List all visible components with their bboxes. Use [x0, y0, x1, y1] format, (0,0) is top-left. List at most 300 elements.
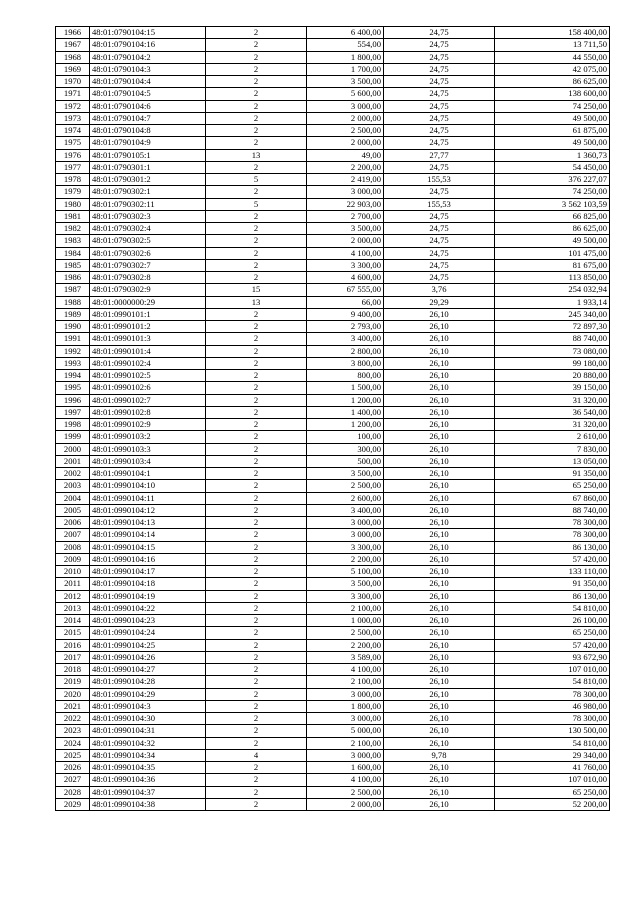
area-cell: 800,00 — [307, 370, 384, 382]
table-row — [56, 566, 610, 578]
row-number: 1996 — [56, 394, 90, 406]
cadastral-value-cell: 65 250,00 — [495, 627, 610, 639]
row-number: 2006 — [56, 517, 90, 529]
cadastral-number-cell: 48:01:0790104:6 — [90, 100, 206, 112]
area-cell: 2 200,00 — [307, 639, 384, 651]
area-cell: 2 100,00 — [307, 737, 384, 749]
cadastral-number-cell: 48:01:0990104:31 — [90, 725, 206, 737]
table-row — [56, 651, 610, 663]
cadastral-value-cell: 93 672,90 — [495, 651, 610, 663]
table-row — [56, 149, 610, 161]
cadastral-number-cell: 48:01:0790105:1 — [90, 149, 206, 161]
table-row — [56, 480, 610, 492]
cadastral-number-cell: 48:01:0990104:24 — [90, 627, 206, 639]
area-cell: 500,00 — [307, 455, 384, 467]
category-code-cell: 2 — [206, 259, 307, 271]
table-row — [56, 186, 610, 198]
area-cell: 3 500,00 — [307, 468, 384, 480]
category-code-cell: 2 — [206, 431, 307, 443]
row-number: 1975 — [56, 137, 90, 149]
table-row — [56, 370, 610, 382]
rate-cell: 24,75 — [384, 137, 495, 149]
table-row — [56, 492, 610, 504]
cadastral-number-cell: 48:01:0990104:37 — [90, 786, 206, 798]
category-code-cell: 2 — [206, 504, 307, 516]
rate-cell: 26,10 — [384, 725, 495, 737]
cadastral-value-cell: 65 250,00 — [495, 480, 610, 492]
table-row — [56, 39, 610, 51]
category-code-cell: 2 — [206, 321, 307, 333]
cadastral-number-cell: 48:01:0790104:7 — [90, 112, 206, 124]
table-row — [56, 798, 610, 810]
rate-cell: 26,10 — [384, 786, 495, 798]
rate-cell: 26,10 — [384, 639, 495, 651]
row-number: 2028 — [56, 786, 90, 798]
table-row — [56, 749, 610, 761]
area-cell: 1 700,00 — [307, 63, 384, 75]
table-row — [56, 664, 610, 676]
rate-cell: 26,10 — [384, 504, 495, 516]
category-code-cell: 2 — [206, 137, 307, 149]
row-number: 1990 — [56, 321, 90, 333]
cadastral-value-cell: 133 110,00 — [495, 566, 610, 578]
table-row — [56, 382, 610, 394]
cadastral-value-cell: 13 050,00 — [495, 455, 610, 467]
rate-cell: 26,10 — [384, 455, 495, 467]
table-row — [56, 602, 610, 614]
cadastral-number-cell: 48:01:0790104:9 — [90, 137, 206, 149]
cadastral-value-cell: 86 130,00 — [495, 541, 610, 553]
rate-cell: 24,75 — [384, 210, 495, 222]
cadastral-value-cell: 20 880,00 — [495, 370, 610, 382]
table-row — [56, 76, 610, 88]
table-row — [56, 284, 610, 296]
cadastral-number-cell: 48:01:0990104:27 — [90, 664, 206, 676]
table-row — [56, 259, 610, 271]
cadastral-number-cell: 48:01:0790302:1 — [90, 186, 206, 198]
row-number: 1985 — [56, 259, 90, 271]
area-cell: 3 500,00 — [307, 76, 384, 88]
category-code-cell: 2 — [206, 798, 307, 810]
row-number: 2018 — [56, 664, 90, 676]
area-cell: 2 800,00 — [307, 345, 384, 357]
area-cell: 3 500,00 — [307, 223, 384, 235]
table-row — [56, 774, 610, 786]
row-number: 1982 — [56, 223, 90, 235]
area-cell: 2 500,00 — [307, 125, 384, 137]
table-row — [56, 223, 610, 235]
cadastral-number-cell: 48:01:0990104:38 — [90, 798, 206, 810]
cadastral-number-cell: 48:01:0790302:3 — [90, 210, 206, 222]
rate-cell: 26,10 — [384, 713, 495, 725]
category-code-cell: 2 — [206, 553, 307, 565]
rate-cell: 26,10 — [384, 602, 495, 614]
rate-cell: 26,10 — [384, 333, 495, 345]
rate-cell: 24,75 — [384, 112, 495, 124]
cadastral-value-cell: 54 810,00 — [495, 737, 610, 749]
row-number: 1991 — [56, 333, 90, 345]
rate-cell: 24,75 — [384, 100, 495, 112]
rate-cell: 26,10 — [384, 419, 495, 431]
rate-cell: 26,10 — [384, 798, 495, 810]
cadastral-value-cell: 113 850,00 — [495, 272, 610, 284]
rate-cell: 26,10 — [384, 664, 495, 676]
cadastral-value-cell: 254 032,94 — [495, 284, 610, 296]
category-code-cell: 2 — [206, 602, 307, 614]
row-number: 1979 — [56, 186, 90, 198]
category-code-cell: 2 — [206, 762, 307, 774]
area-cell: 9 400,00 — [307, 308, 384, 320]
row-number: 2013 — [56, 602, 90, 614]
rate-cell: 26,10 — [384, 676, 495, 688]
category-code-cell: 2 — [206, 590, 307, 602]
row-number: 2019 — [56, 676, 90, 688]
rate-cell: 26,10 — [384, 737, 495, 749]
category-code-cell: 2 — [206, 223, 307, 235]
area-cell: 66,00 — [307, 296, 384, 308]
table-row — [56, 63, 610, 75]
table-row — [56, 137, 610, 149]
rate-cell: 155,53 — [384, 174, 495, 186]
cadastral-number-cell: 48:01:0990102:7 — [90, 394, 206, 406]
row-number: 1997 — [56, 406, 90, 418]
table-row — [56, 406, 610, 418]
area-cell: 100,00 — [307, 431, 384, 443]
table-row — [56, 296, 610, 308]
cadastral-value-cell: 107 010,00 — [495, 664, 610, 676]
cadastral-value-cell: 61 875,00 — [495, 125, 610, 137]
row-number: 2002 — [56, 468, 90, 480]
row-number: 2011 — [56, 578, 90, 590]
table-row — [56, 394, 610, 406]
cadastral-number-cell: 48:01:0990104:34 — [90, 749, 206, 761]
cadastral-value-cell: 245 340,00 — [495, 308, 610, 320]
cadastral-value-cell: 72 897,30 — [495, 321, 610, 333]
cadastral-number-cell: 48:01:0990104:1 — [90, 468, 206, 480]
category-code-cell: 2 — [206, 394, 307, 406]
cadastral-value-cell: 78 300,00 — [495, 529, 610, 541]
cadastral-number-cell: 48:01:0990101:1 — [90, 308, 206, 320]
area-cell: 2 200,00 — [307, 553, 384, 565]
category-code-cell: 5 — [206, 174, 307, 186]
cadastral-value-cell: 1 933,14 — [495, 296, 610, 308]
category-code-cell: 2 — [206, 63, 307, 75]
row-number: 2017 — [56, 651, 90, 663]
cadastral-number-cell: 48:01:0990104:35 — [90, 762, 206, 774]
table-row — [56, 161, 610, 173]
cadastral-number-cell: 48:01:0990104:15 — [90, 541, 206, 553]
category-code-cell: 2 — [206, 272, 307, 284]
cadastral-value-cell: 52 200,00 — [495, 798, 610, 810]
row-number: 2024 — [56, 737, 90, 749]
row-number: 2001 — [56, 455, 90, 467]
category-code-cell: 2 — [206, 186, 307, 198]
table-row — [56, 27, 610, 39]
table-row — [56, 737, 610, 749]
table-row — [56, 308, 610, 320]
table-row — [56, 210, 610, 222]
rate-cell: 29,29 — [384, 296, 495, 308]
row-number: 1995 — [56, 382, 90, 394]
cadastral-number-cell: 48:01:0790104:4 — [90, 76, 206, 88]
cadastral-value-cell: 57 420,00 — [495, 553, 610, 565]
category-code-cell: 2 — [206, 100, 307, 112]
cadastral-value-cell: 376 227,07 — [495, 174, 610, 186]
cadastral-number-cell: 48:01:0990104:3 — [90, 700, 206, 712]
row-number: 1994 — [56, 370, 90, 382]
rate-cell: 24,75 — [384, 259, 495, 271]
cadastral-number-cell: 48:01:0990104:18 — [90, 578, 206, 590]
area-cell: 3 000,00 — [307, 186, 384, 198]
cadastral-number-cell: 48:01:0990102:9 — [90, 419, 206, 431]
table-row — [56, 468, 610, 480]
cadastral-value-cell: 107 010,00 — [495, 774, 610, 786]
row-number: 1976 — [56, 149, 90, 161]
area-cell: 4 100,00 — [307, 774, 384, 786]
row-number: 1973 — [56, 112, 90, 124]
area-cell: 2 500,00 — [307, 627, 384, 639]
category-code-cell: 2 — [206, 308, 307, 320]
cadastral-value-cell: 66 825,00 — [495, 210, 610, 222]
row-number: 1983 — [56, 235, 90, 247]
cadastral-value-cell: 3 562 103,59 — [495, 198, 610, 210]
cadastral-number-cell: 48:01:0790301:1 — [90, 161, 206, 173]
rate-cell: 26,10 — [384, 357, 495, 369]
area-cell: 3 800,00 — [307, 357, 384, 369]
rate-cell: 26,10 — [384, 541, 495, 553]
category-code-cell: 2 — [206, 125, 307, 137]
table-row — [56, 529, 610, 541]
table-row — [56, 639, 610, 651]
cadastral-number-cell: 48:01:0990104:22 — [90, 602, 206, 614]
area-cell: 3 589,00 — [307, 651, 384, 663]
category-code-cell: 2 — [206, 247, 307, 259]
rate-cell: 26,10 — [384, 480, 495, 492]
category-code-cell: 2 — [206, 578, 307, 590]
cadastral-value-cell: 36 540,00 — [495, 406, 610, 418]
category-code-cell: 2 — [206, 382, 307, 394]
table-row — [56, 762, 610, 774]
area-cell: 1 200,00 — [307, 394, 384, 406]
table-row — [56, 431, 610, 443]
category-code-cell: 15 — [206, 284, 307, 296]
cadastral-value-cell: 78 300,00 — [495, 688, 610, 700]
cadastral-value-cell: 2 610,00 — [495, 431, 610, 443]
cadastral-value-cell: 73 080,00 — [495, 345, 610, 357]
cadastral-number-cell: 48:01:0790104:3 — [90, 63, 206, 75]
table-row — [56, 700, 610, 712]
area-cell: 2 793,00 — [307, 321, 384, 333]
cadastral-value-cell: 91 350,00 — [495, 578, 610, 590]
cadastral-value-cell: 99 180,00 — [495, 357, 610, 369]
row-number: 1969 — [56, 63, 90, 75]
cadastral-value-cell: 42 075,00 — [495, 63, 610, 75]
category-code-cell: 2 — [206, 210, 307, 222]
category-code-cell: 2 — [206, 676, 307, 688]
category-code-cell: 2 — [206, 76, 307, 88]
table-row — [56, 88, 610, 100]
category-code-cell: 2 — [206, 517, 307, 529]
area-cell: 3 300,00 — [307, 590, 384, 602]
rate-cell: 24,75 — [384, 39, 495, 51]
table-row — [56, 676, 610, 688]
row-number: 2009 — [56, 553, 90, 565]
area-cell: 3 300,00 — [307, 541, 384, 553]
rate-cell: 24,75 — [384, 51, 495, 63]
area-cell: 2 100,00 — [307, 676, 384, 688]
row-number: 2007 — [56, 529, 90, 541]
row-number: 1981 — [56, 210, 90, 222]
area-cell: 5 600,00 — [307, 88, 384, 100]
cadastral-value-cell: 130 500,00 — [495, 725, 610, 737]
area-cell: 3 000,00 — [307, 688, 384, 700]
rate-cell: 24,75 — [384, 272, 495, 284]
category-code-cell: 2 — [206, 480, 307, 492]
cadastral-value-cell: 78 300,00 — [495, 713, 610, 725]
area-cell: 2 200,00 — [307, 161, 384, 173]
area-cell: 2 600,00 — [307, 492, 384, 504]
table-row — [56, 235, 610, 247]
area-cell: 1 400,00 — [307, 406, 384, 418]
cadastral-number-cell: 48:01:0790301:2 — [90, 174, 206, 186]
cadastral-value-cell: 54 450,00 — [495, 161, 610, 173]
row-number: 2021 — [56, 700, 90, 712]
rate-cell: 26,10 — [384, 553, 495, 565]
area-cell: 1 000,00 — [307, 615, 384, 627]
row-number: 1978 — [56, 174, 90, 186]
rate-cell: 24,75 — [384, 76, 495, 88]
row-number: 1974 — [56, 125, 90, 137]
cadastral-value-cell: 101 475,00 — [495, 247, 610, 259]
cadastral-number-cell: 48:01:0990104:10 — [90, 480, 206, 492]
area-cell: 2 000,00 — [307, 235, 384, 247]
rate-cell: 3,76 — [384, 284, 495, 296]
category-code-cell: 2 — [206, 725, 307, 737]
row-number: 1972 — [56, 100, 90, 112]
table-row — [56, 198, 610, 210]
category-code-cell: 2 — [206, 357, 307, 369]
cadastral-number-cell: 48:01:0990102:4 — [90, 357, 206, 369]
category-code-cell: 2 — [206, 161, 307, 173]
row-number: 1988 — [56, 296, 90, 308]
rate-cell: 24,75 — [384, 27, 495, 39]
table-row — [56, 100, 610, 112]
table-row — [56, 688, 610, 700]
cadastral-value-cell: 67 860,00 — [495, 492, 610, 504]
area-cell: 3 000,00 — [307, 100, 384, 112]
cadastral-number-cell: 48:01:0790104:8 — [90, 125, 206, 137]
row-number: 1970 — [56, 76, 90, 88]
row-number: 1971 — [56, 88, 90, 100]
cadastral-number-cell: 48:01:0990104:23 — [90, 615, 206, 627]
category-code-cell: 2 — [206, 455, 307, 467]
category-code-cell: 2 — [206, 541, 307, 553]
row-number: 2008 — [56, 541, 90, 553]
category-code-cell: 2 — [206, 468, 307, 480]
cadastral-number-cell: 48:01:0790302:8 — [90, 272, 206, 284]
cadastral-value-cell: 41 760,00 — [495, 762, 610, 774]
cadastral-value-cell: 91 350,00 — [495, 468, 610, 480]
area-cell: 1 600,00 — [307, 762, 384, 774]
row-number: 1998 — [56, 419, 90, 431]
cadastral-value-cell: 39 150,00 — [495, 382, 610, 394]
cadastral-number-cell: 48:01:0990104:19 — [90, 590, 206, 602]
cadastral-number-cell: 48:01:0990104:13 — [90, 517, 206, 529]
row-number: 2029 — [56, 798, 90, 810]
cadastral-number-cell: 48:01:0990103:4 — [90, 455, 206, 467]
rate-cell: 26,10 — [384, 431, 495, 443]
table-row — [56, 174, 610, 186]
cadastral-number-cell: 48:01:0790104:2 — [90, 51, 206, 63]
category-code-cell: 13 — [206, 149, 307, 161]
row-number: 1999 — [56, 431, 90, 443]
cadastral-value-cell: 78 300,00 — [495, 517, 610, 529]
cadastral-value-cell: 138 600,00 — [495, 88, 610, 100]
rate-cell: 26,10 — [384, 492, 495, 504]
cadastral-value-cell: 86 625,00 — [495, 76, 610, 88]
rate-cell: 155,53 — [384, 198, 495, 210]
cadastral-value-cell: 31 320,00 — [495, 419, 610, 431]
cadastral-number-cell: 48:01:0990104:14 — [90, 529, 206, 541]
cadastral-number-cell: 48:01:0790104:15 — [90, 27, 206, 39]
cadastral-number-cell: 48:01:0990102:8 — [90, 406, 206, 418]
cadastral-number-cell: 48:01:0990104:17 — [90, 566, 206, 578]
area-cell: 3 000,00 — [307, 749, 384, 761]
row-number: 1966 — [56, 27, 90, 39]
row-number: 2027 — [56, 774, 90, 786]
category-code-cell: 2 — [206, 112, 307, 124]
rate-cell: 9,78 — [384, 749, 495, 761]
category-code-cell: 2 — [206, 615, 307, 627]
cadastral-number-cell: 48:01:0990102:5 — [90, 370, 206, 382]
category-code-cell: 2 — [206, 700, 307, 712]
cadastral-number-cell: 48:01:0990104:28 — [90, 676, 206, 688]
row-number: 2016 — [56, 639, 90, 651]
rate-cell: 24,75 — [384, 235, 495, 247]
table-row — [56, 333, 610, 345]
rate-cell: 26,10 — [384, 651, 495, 663]
category-code-cell: 2 — [206, 639, 307, 651]
cadastral-number-cell: 48:01:0990101:4 — [90, 345, 206, 357]
cadastral-number-cell: 48:01:0990103:2 — [90, 431, 206, 443]
cadastral-number-cell: 48:01:0990104:25 — [90, 639, 206, 651]
area-cell: 49,00 — [307, 149, 384, 161]
category-code-cell: 2 — [206, 345, 307, 357]
cadastral-value-cell: 74 250,00 — [495, 186, 610, 198]
table-row — [56, 713, 610, 725]
cadastral-number-cell: 48:01:0790302:5 — [90, 235, 206, 247]
cadastral-value-table — [55, 26, 610, 811]
rate-cell: 26,10 — [384, 700, 495, 712]
category-code-cell: 2 — [206, 51, 307, 63]
row-number: 2003 — [56, 480, 90, 492]
row-number: 2023 — [56, 725, 90, 737]
cadastral-value-cell: 54 810,00 — [495, 676, 610, 688]
row-number: 2020 — [56, 688, 90, 700]
row-number: 1989 — [56, 308, 90, 320]
category-code-cell: 2 — [206, 688, 307, 700]
table-row — [56, 112, 610, 124]
row-number: 2022 — [56, 713, 90, 725]
cadastral-number-cell: 48:01:0790302:11 — [90, 198, 206, 210]
area-cell: 4 600,00 — [307, 272, 384, 284]
cadastral-value-cell: 74 250,00 — [495, 100, 610, 112]
category-code-cell: 2 — [206, 492, 307, 504]
category-code-cell: 4 — [206, 749, 307, 761]
cadastral-value-cell: 88 740,00 — [495, 333, 610, 345]
table-row — [56, 578, 610, 590]
rate-cell: 26,10 — [384, 321, 495, 333]
